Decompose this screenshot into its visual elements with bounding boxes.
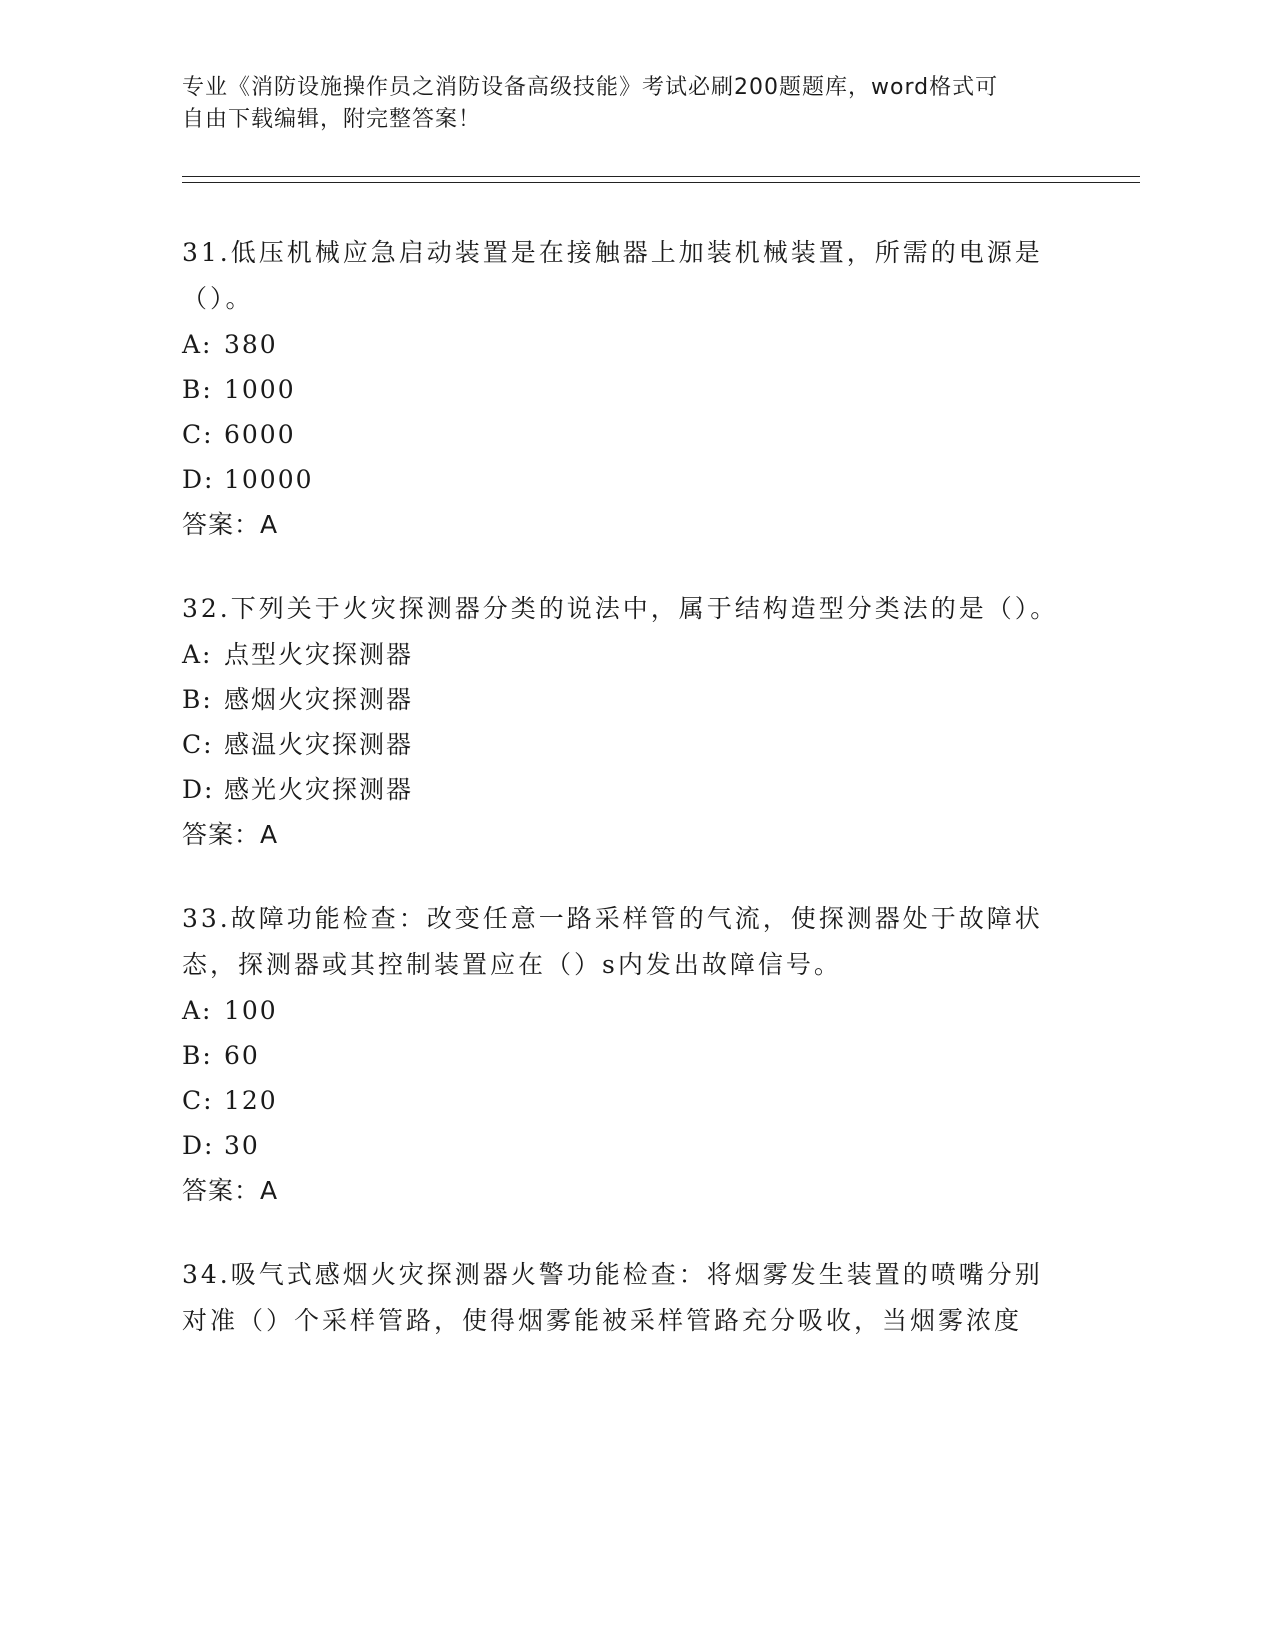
option-text: 感光火灾探测器 bbox=[224, 775, 414, 804]
option-a bbox=[182, 322, 1062, 367]
question-34 bbox=[182, 1252, 1062, 1344]
question-list bbox=[182, 230, 1062, 1382]
option-text: 30 bbox=[224, 1131, 260, 1160]
option-text: 60 bbox=[224, 1041, 260, 1070]
option-label: D: bbox=[182, 465, 215, 494]
option-label: D: bbox=[182, 775, 215, 804]
option-d bbox=[182, 767, 1062, 812]
option-label: A: bbox=[182, 330, 213, 359]
option-label: B: bbox=[182, 1041, 213, 1070]
option-text: 6000 bbox=[224, 420, 296, 449]
question-stem: 32.下列关于火灾探测器分类的说法中，属于结构造型分类法的是（）。 bbox=[182, 594, 1059, 623]
header-divider bbox=[182, 176, 1140, 183]
answer-line: 答案：A bbox=[182, 820, 279, 849]
option-label: A: bbox=[182, 640, 213, 669]
option-text: 感烟火灾探测器 bbox=[224, 685, 414, 714]
option-d bbox=[182, 457, 1062, 502]
option-c bbox=[182, 722, 1062, 767]
option-text: 1000 bbox=[224, 375, 296, 404]
option-b bbox=[182, 1033, 1062, 1078]
option-label: C: bbox=[182, 1086, 214, 1115]
header-title-line-1: 专业《消防设施操作员之消防设备高级技能》考试必刷200题题库，word格式可 bbox=[182, 75, 999, 100]
option-c bbox=[182, 412, 1062, 457]
option-label: B: bbox=[182, 375, 213, 404]
option-text: 100 bbox=[224, 996, 278, 1025]
option-label: C: bbox=[182, 730, 214, 759]
question-32 bbox=[182, 586, 1062, 858]
option-text: 感温火灾探测器 bbox=[224, 730, 414, 759]
option-label: C: bbox=[182, 420, 214, 449]
answer-line: 答案：A bbox=[182, 1176, 279, 1205]
option-text: 380 bbox=[224, 330, 278, 359]
answer-line: 答案：A bbox=[182, 510, 279, 539]
option-a bbox=[182, 988, 1062, 1033]
question-stem: 31.低压机械应急启动装置是在接触器上加装机械装置，所需的电源是（）。 bbox=[182, 238, 1043, 313]
option-label: D: bbox=[182, 1131, 215, 1160]
question-stem: 33.故障功能检查：改变任意一路采样管的气流，使探测器处于故障状态，探测器或其控制装置应在（）s内发出故障信号。 bbox=[182, 904, 1043, 979]
option-label: B: bbox=[182, 685, 213, 714]
option-a bbox=[182, 632, 1062, 677]
question-31 bbox=[182, 230, 1062, 548]
option-text: 120 bbox=[224, 1086, 278, 1115]
header-title-line-2: 自由下载编辑，附完整答案！ bbox=[182, 107, 482, 132]
option-b bbox=[182, 677, 1062, 722]
question-33 bbox=[182, 896, 1062, 1214]
option-b bbox=[182, 367, 1062, 412]
document-header bbox=[182, 72, 1042, 136]
option-text: 10000 bbox=[224, 465, 314, 494]
option-text: 点型火灾探测器 bbox=[224, 640, 414, 669]
question-stem: 34.吸气式感烟火灾探测器火警功能检查：将烟雾发生装置的喷嘴分别对准（）个采样管路，使得烟雾能被采样管路充分吸收，当烟雾浓度 bbox=[182, 1260, 1043, 1335]
option-c bbox=[182, 1078, 1062, 1123]
option-label: A: bbox=[182, 996, 213, 1025]
option-d bbox=[182, 1123, 1062, 1168]
